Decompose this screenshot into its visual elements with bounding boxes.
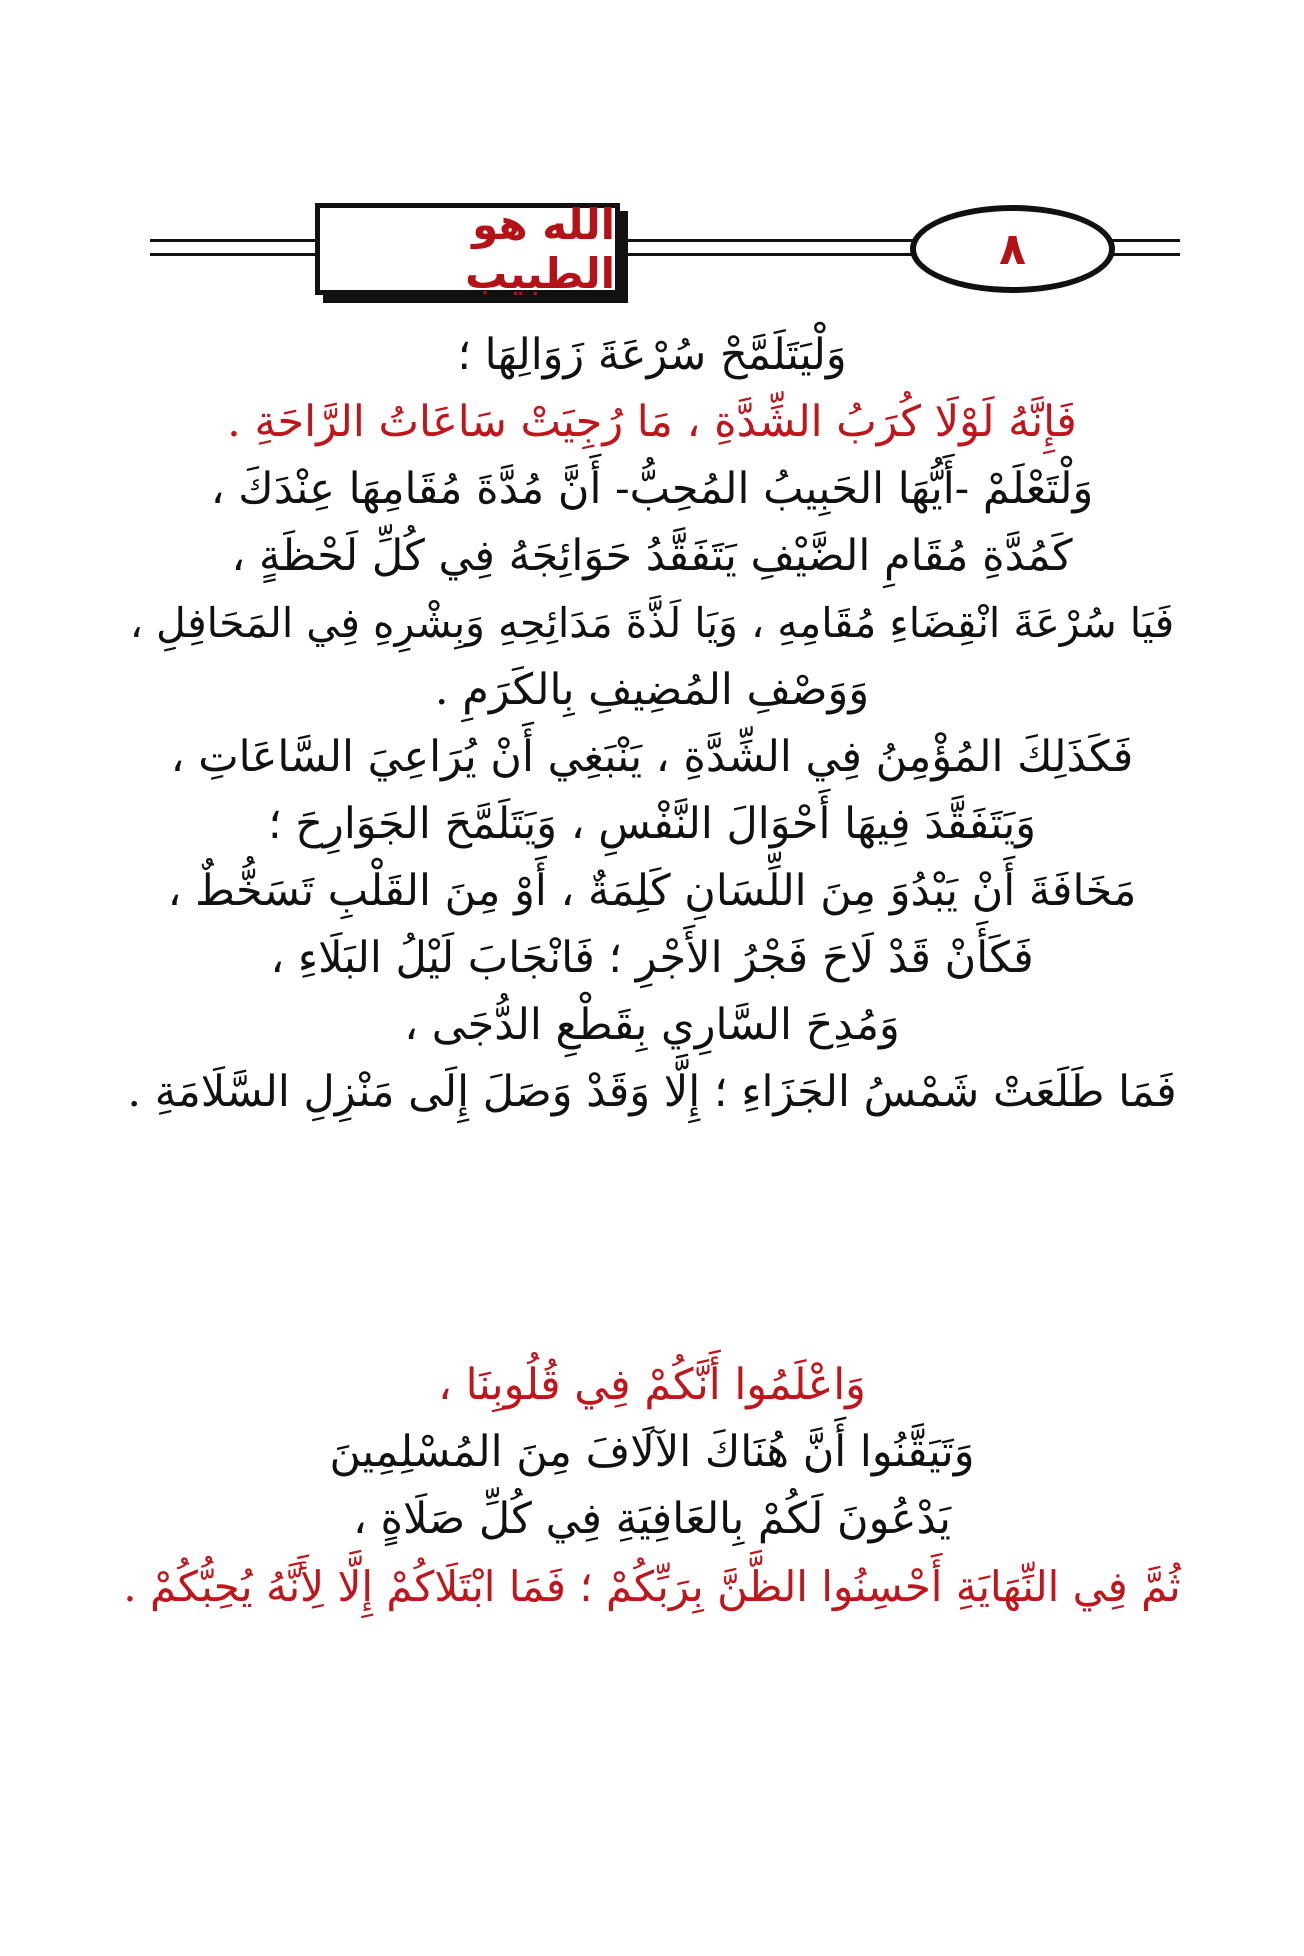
page-header: [150, 195, 1180, 305]
paragraph-main: [120, 322, 1184, 1126]
text-line: وَتَيَقَّنُوا أَنَّ هُنَاكَ الآلَافَ مِنَ المُسْلِمِينَ: [329, 1427, 975, 1477]
text-line: فَيَا سُرْعَةَ انْقِضَاءِ مُقَامِهِ ، وَيَا لَذَّةَ مَدَائِحِهِ وَبِشْرِهِ فِي المَحَافِلِ ،: [129, 599, 1175, 647]
text-line: وَوَصْفِ المُضِيفِ بِالكَرَمِ .: [434, 665, 870, 715]
text-line: فَمَا طَلَعَتْ شَمْسُ الجَزَاءِ ؛ إِلَّا وَقَدْ وَصَلَ إِلَى مَنْزِلِ السَّلَامَةِ .: [127, 1067, 1177, 1117]
text-line: وَمُدِحَ السَّارِي بِقَطْعِ الدُّجَى ،: [404, 1000, 900, 1050]
page-number: ٨: [999, 223, 1026, 275]
header-rule: [150, 253, 320, 256]
paragraph-closing: [120, 1352, 1184, 1620]
text-line-highlight: وَاعْلَمُوا أَنَّكُمْ فِي قُلُوبِنَا ،: [438, 1360, 866, 1410]
text-line: وَيَتَفَقَّدَ فِيهَا أَحْوَالَ النَّفْسِ ، وَيَتَلَمَّحَ الجَوَارِحَ ؛: [267, 799, 1037, 849]
text-line-highlight: فَإِنَّهُ لَوْلَا كُرَبُ الشِّدَّةِ ، مَا رُجِيَتْ سَاعَاتُ الرَّاحَةِ .: [227, 397, 1077, 447]
text-line-highlight: ثُمَّ فِي النِّهَايَةِ أَحْسِنُوا الظَّنَّ بِرَبِّكُمْ ؛ فَمَا ابْتَلَاكُمْ إِلَّا لِأَنَّهُ يُحِبُّكُمْ .: [123, 1562, 1181, 1611]
chapter-title-box: [315, 200, 620, 298]
text-line: مَخَافَةَ أَنْ يَبْدُوَ مِنَ اللِّسَانِ كَلِمَةٌ ، أَوْ مِنَ القَلْبِ تَسَخُّطٌ ،: [167, 866, 1137, 916]
page-number-oval: [910, 205, 1115, 293]
header-rule: [1108, 239, 1180, 242]
text-line: وَلْتَعْلَمْ -أَيُّهَا الحَبِيبُ المُحِبُّ- أَنَّ مُدَّةَ مُقَامِهَا عِنْدَكَ ،: [210, 464, 1094, 514]
header-rule: [628, 239, 918, 242]
text-line: كَمُدَّةِ مُقَامِ الضَّيْفِ يَتَفَقَّدُ حَوَائِجَهُ فِي كُلِّ لَحْظَةٍ ،: [231, 531, 1073, 581]
header-rule: [150, 239, 320, 242]
header-rule: [1108, 253, 1180, 256]
text-line: وَلْيَتَلَمَّحْ سُرْعَةَ زَوَالِهَا ؛: [457, 330, 847, 380]
text-line: يَدْعُونَ لَكُمْ بِالعَافِيَةِ فِي كُلِّ صَلَاةٍ ،: [352, 1494, 952, 1544]
text-line: فَكَذَلِكَ المُؤْمِنُ فِي الشِّدَّةِ ، يَنْبَغِي أَنْ يُرَاعِيَ السَّاعَاتِ ،: [170, 732, 1134, 782]
header-rule: [628, 253, 918, 256]
text-line: فَكَأَنْ قَدْ لَاحَ فَجْرُ الأَجْرِ ؛ فَانْجَابَ لَيْلُ البَلَاءِ ،: [270, 933, 1034, 983]
chapter-title: الله هو الطبيب: [465, 200, 615, 298]
